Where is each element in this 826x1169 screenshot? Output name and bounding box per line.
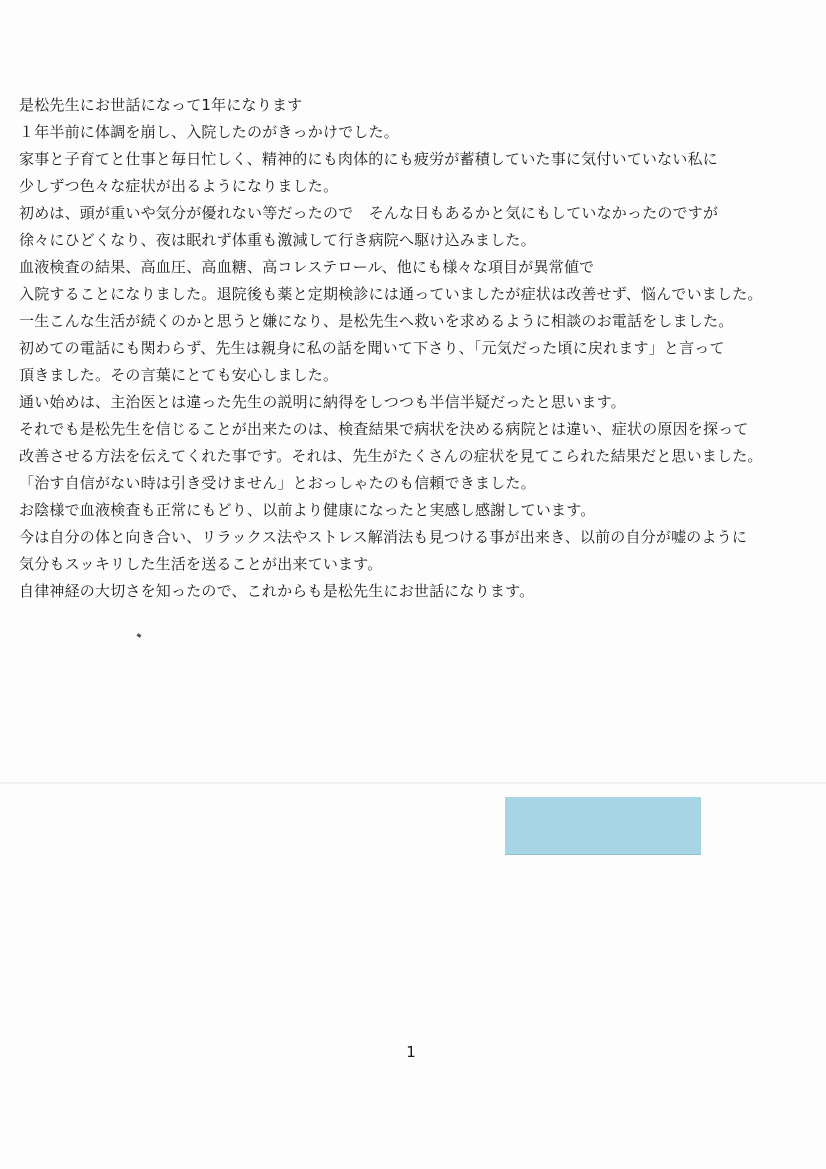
letter-line: 今は自分の体と向き合い、リラックス法やストレス解消法も見つける事が出来き、以前の自分が嘘のように — [19, 528, 748, 546]
letter-line: お陰様で血液検査も正常にもどり、以前より健康になったと実感し感謝しています。 — [19, 501, 596, 519]
letter-line: 頂きました。その言葉にとても安心しました。 — [19, 366, 339, 384]
letter-line: 少しずつ色々な症状が出るようになりました。 — [19, 177, 339, 195]
letter-line: 通い始めは、主治医とは違った先生の説明に納得をしつつも半信半疑だったと思います。 — [19, 393, 626, 411]
letter-line: 家事と子育てと仕事と毎日忙しく、精神的にも肉体的にも疲労が蓄積していた事に気付いていない私に — [19, 150, 718, 168]
letter-line: 血液検査の結果、高血圧、高血糖、高コレステロール、他にも様々な項目が異常値で — [19, 258, 595, 276]
letter-line: 「治す自信がない時は引き受けません」とおっしゃたのも信頼できました。 — [19, 474, 536, 492]
page-number — [0, 1043, 826, 1061]
letter-line: １年半前に体調を崩し、入院したのがきっかけでした。 — [19, 123, 400, 141]
letter-line: 改善させる方法を伝えてくれた事です。それは、先生がたくさんの症状を見てこられた結果だと思いました。 — [19, 447, 763, 465]
letter-line: それでも是松先生を信じることが出来たのは、検査結果で病状を決める病院とは違い、症状の原因を探って — [19, 420, 749, 438]
letter-line: 徐々にひどくなり、夜は眠れず体重も激減して行き病院へ駆け込みました。 — [19, 231, 536, 249]
letter-line: 入院することになりました。退院後も薬と定期検診には通っていましたが症状は改善せず、悩んでいました。 — [19, 285, 763, 303]
letter-line: 初めは、頭が重いや気分が優れない等だったので そんな日もあるかと気にもしていなかったのですが — [19, 204, 719, 222]
letter-line: 気分もスッキリした生活を送ることが出来ています。 — [19, 555, 383, 573]
letter-body — [19, 92, 819, 605]
ink-speck — [137, 633, 142, 638]
letter-line: 自律神経の大切さを知ったので、これからも是松先生にお世話になります。 — [19, 582, 535, 600]
redacted-signature-block — [505, 797, 701, 855]
letter-line: 初めての電話にも関わらず、先生は親身に私の話を聞いて下さり、「元気だった頃に戻れます」と言って — [19, 339, 725, 357]
paper-fold-line — [0, 782, 826, 784]
letter-line: 是松先生にお世話になって1年になります — [19, 96, 303, 114]
letter-line: 一生こんな生活が続くのかと思うと嫌になり、是松先生へ救いを求めるように相談のお電話をしました。 — [19, 312, 734, 330]
page-number-text: 1 — [406, 1043, 416, 1061]
